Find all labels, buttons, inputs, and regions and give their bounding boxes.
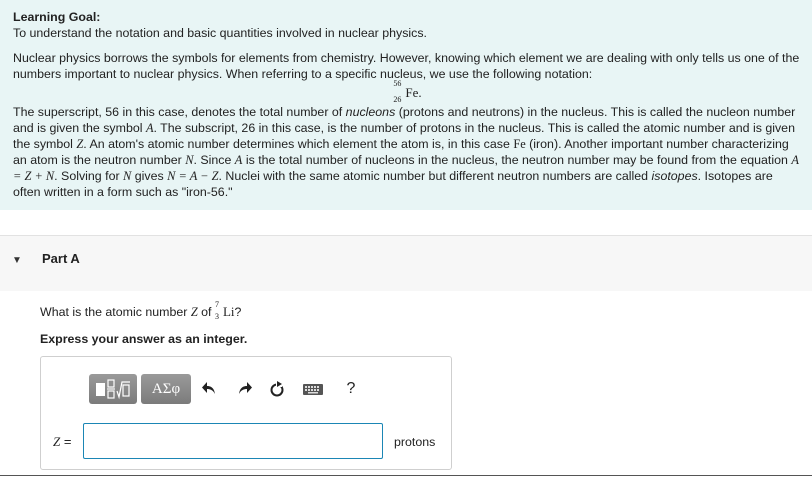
bottom-border <box>0 475 812 476</box>
answer-instruction: Express your answer as an integer. <box>40 332 248 346</box>
atomic-number: 26 <box>393 95 402 104</box>
learning-goal-title: Learning Goal: <box>13 10 101 24</box>
isotopes-term: isotopes <box>651 169 698 183</box>
equation-n: N = A − Z <box>167 169 219 183</box>
undo-icon[interactable] <box>201 374 219 404</box>
template-icon <box>89 374 137 404</box>
element-symbol: Fe <box>405 85 419 100</box>
learning-goal-text: To understand the notation and basic quantities involved in nuclear physics. <box>13 26 427 40</box>
help-icon[interactable]: ? <box>346 380 356 397</box>
nucleon-number: 56 <box>393 79 402 88</box>
collapse-caret-icon[interactable]: ▼ <box>12 255 22 266</box>
nuclide-notation <box>393 79 422 104</box>
nuclide-notation-line <box>13 79 802 104</box>
redo-icon[interactable] <box>235 374 253 404</box>
greek-symbols-button[interactable]: ΑΣφ <box>141 374 191 404</box>
intro-paragraph: Nuclear physics borrows the symbols for elements from chemistry. However, knowing which element we are dealing with only tells us one of the numbers important to nuclear physics. When referring to a specific nucleus, we use the following notation: <box>13 51 800 81</box>
answer-unit: protons <box>394 435 436 449</box>
learning-goal-panel <box>0 0 812 210</box>
reset-icon[interactable] <box>268 374 286 404</box>
question-text: What is the atomic number Z of 7 3 Li? <box>40 300 242 321</box>
explanation-paragraph: The superscript, 56 in this case, denotes the total number of nucleons (protons and neutrons) in the nucleus. This is called the nucleon number and is given the symbol A. The subscript, 26 in this case, is the number of protons in the nucleus. This is called the atomic number and is given the symbol Z. An atom's atomic number determines which element the atom is, in this case Fe (iron). Another important number characterizing an atom is the neutron number N. Since A is the total number of nucleons in the nucleus, the neutron number may be found from the equation A = Z + N. Solving for N gives N = A − Z. Nuclei with the same atomic number but different neutron numbers are called isotopes. Isotopes are often written in a form such as "iron-56." <box>13 105 799 199</box>
equation-a: A = Z + N <box>13 153 799 183</box>
template-button[interactable] <box>89 374 137 404</box>
notation-period: . <box>418 85 422 100</box>
part-title: Part A <box>42 251 80 266</box>
answer-input[interactable] <box>83 423 383 459</box>
lithium-notation: 7 3 Li <box>214 300 235 321</box>
nucleons-term: nucleons <box>345 105 396 119</box>
part-a-header[interactable] <box>0 236 812 291</box>
answer-box <box>40 356 452 470</box>
keyboard-icon[interactable] <box>301 374 325 404</box>
answer-label: Z = <box>53 434 72 449</box>
question-variable: Z <box>190 305 198 319</box>
